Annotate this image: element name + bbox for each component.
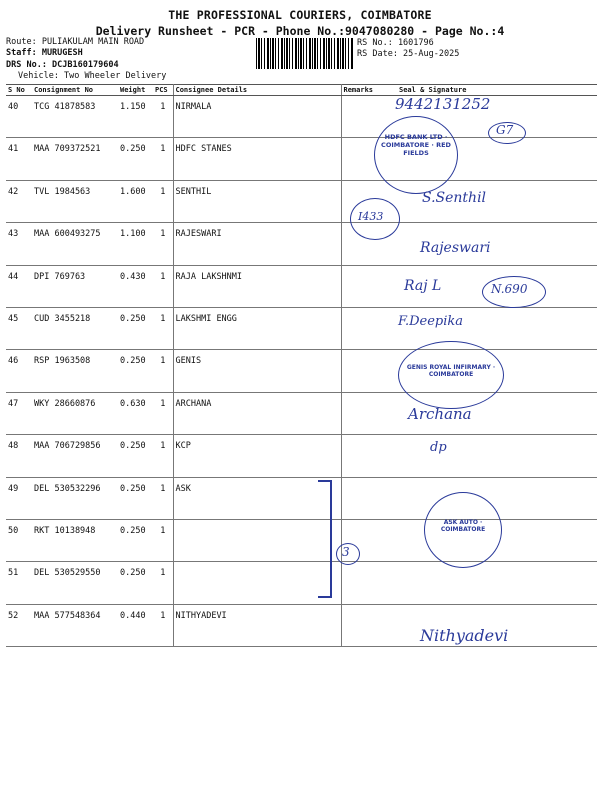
cell-consignment: MAA 706729856 — [32, 435, 118, 477]
cell-remarks — [341, 307, 371, 349]
page-subtitle: Delivery Runsheet - PCR - Phone No.:9047080280 - Page No.:4 — [95, 24, 505, 38]
table-row — [6, 223, 597, 265]
cell-pcs: 1 — [153, 96, 173, 138]
runsheet-table — [6, 84, 597, 647]
cell-sno: 47 — [6, 392, 32, 434]
cell-consignment: WKY 28660876 — [32, 392, 118, 434]
handwritten-note-41: G7 — [496, 123, 514, 137]
ask-stamp — [424, 492, 502, 568]
cell-weight: 0.250 — [118, 307, 153, 349]
cell-consignment: DPI 769763 — [32, 265, 118, 307]
table-row — [6, 307, 597, 349]
cell-consignment: MAA 577548364 — [32, 604, 118, 646]
handwritten-brace-note: 3 — [342, 545, 350, 559]
cell-consignee: GENIS — [173, 350, 341, 392]
cell-consignment: MAA 709372521 — [32, 138, 118, 180]
handwritten-phone: 9442131252 — [395, 95, 491, 113]
cell-sno: 44 — [6, 265, 32, 307]
cell-pcs: 1 — [153, 307, 173, 349]
cell-sno: 51 — [6, 562, 32, 604]
col-seal: Seal & Signature — [371, 85, 597, 96]
col-weight: Weight — [118, 85, 153, 96]
table-row — [6, 519, 597, 561]
cell-weight: 0.250 — [118, 138, 153, 180]
cell-sno: 41 — [6, 138, 32, 180]
cell-sno: 48 — [6, 435, 32, 477]
cell-consignee: ARCHANA — [173, 392, 341, 434]
hdfc-stamp-text: HDFC BANK LTD · COIMBATORE · RED FIELDS — [381, 133, 451, 157]
cell-remarks — [341, 392, 371, 434]
cell-remarks — [341, 350, 371, 392]
route-text: Route: PULIAKULAM MAIN ROAD — [6, 37, 145, 47]
handwritten-signature-47: Archana — [408, 405, 472, 423]
cell-weight: 0.250 — [118, 519, 153, 561]
table-row — [6, 604, 597, 646]
cell-weight: 1.600 — [118, 180, 153, 222]
cell-pcs: 1 — [153, 519, 173, 561]
cell-weight: 0.250 — [118, 350, 153, 392]
handwritten-note-43: I433 — [358, 210, 384, 223]
cell-consignee: HDFC STANES — [173, 138, 341, 180]
cell-sno: 40 — [6, 96, 32, 138]
barcode-icon — [256, 38, 354, 69]
cell-weight: 0.430 — [118, 265, 153, 307]
ink-brace-bottom — [318, 596, 331, 598]
cell-weight: 0.250 — [118, 477, 153, 519]
table-header-row — [6, 85, 597, 96]
cell-consignment: CUD 3455218 — [32, 307, 118, 349]
cell-sno: 50 — [6, 519, 32, 561]
ink-brace-line — [330, 480, 332, 598]
cell-seal — [371, 435, 597, 477]
cell-pcs: 1 — [153, 265, 173, 307]
table-row — [6, 435, 597, 477]
cell-consignee — [173, 562, 341, 604]
cell-consignment: RKT 10138948 — [32, 519, 118, 561]
table-row — [6, 180, 597, 222]
staff-text: Staff: MURUGESH — [6, 48, 83, 58]
cell-pcs: 1 — [153, 435, 173, 477]
cell-weight: 1.150 — [118, 96, 153, 138]
cell-sno: 52 — [6, 604, 32, 646]
cell-consignment: TCG 41878583 — [32, 96, 118, 138]
handwritten-signature-45: F.Deepika — [398, 314, 464, 329]
handwritten-note-44: N.690 — [491, 282, 528, 296]
cell-remarks — [341, 435, 371, 477]
ink-brace-top — [318, 480, 331, 482]
col-remarks: Remarks — [341, 85, 371, 96]
genis-stamp — [398, 341, 504, 409]
cell-consignee: NIRMALA — [173, 96, 341, 138]
hdfc-bank-stamp — [374, 116, 458, 194]
vehicle-text: Vehicle: Two Wheeler Delivery — [18, 71, 167, 81]
col-sno: S No — [6, 85, 32, 96]
cell-weight: 0.440 — [118, 604, 153, 646]
col-consignee: Consignee Details — [173, 85, 341, 96]
cell-consignment: TVL 1984563 — [32, 180, 118, 222]
cell-remarks — [341, 96, 371, 138]
cell-consignee: ASK — [173, 477, 341, 519]
cell-weight: 0.630 — [118, 392, 153, 434]
cell-sno: 45 — [6, 307, 32, 349]
cell-weight: 0.250 — [118, 435, 153, 477]
cell-sno: 49 — [6, 477, 32, 519]
cell-remarks — [341, 477, 371, 519]
cell-sno: 42 — [6, 180, 32, 222]
cell-sno: 46 — [6, 350, 32, 392]
rs-number: RS No.: 1601796 — [357, 38, 434, 48]
table-row — [6, 138, 597, 180]
cell-remarks — [341, 138, 371, 180]
cell-consignee: RAJESWARI — [173, 223, 341, 265]
cell-consignee: SENTHIL — [173, 180, 341, 222]
cell-consignment: DEL 530529550 — [32, 562, 118, 604]
cell-pcs: 1 — [153, 477, 173, 519]
table-row — [6, 350, 597, 392]
cell-consignee: LAKSHMI ENGG — [173, 307, 341, 349]
rs-date: RS Date: 25-Aug-2025 — [357, 49, 460, 59]
handwritten-signature-48: dp — [430, 440, 447, 455]
handwritten-signature-42: S.Senthil — [422, 190, 487, 206]
ask-stamp-text: ASK AUTO · COIMBATORE — [440, 519, 486, 533]
cell-remarks — [341, 562, 371, 604]
cell-remarks — [341, 604, 371, 646]
cell-consignee — [173, 519, 341, 561]
handwritten-signature-43: Rajeswari — [420, 240, 491, 256]
cell-consignee: RAJA LAKSHNMI — [173, 265, 341, 307]
cell-consignee: NITHYADEVI — [173, 604, 341, 646]
genis-stamp-text: GENIS ROYAL INFIRMARY · COIMBATORE — [406, 364, 496, 378]
cell-pcs: 1 — [153, 350, 173, 392]
cell-pcs: 1 — [153, 138, 173, 180]
table-row — [6, 562, 597, 604]
col-pcs: PCS — [153, 85, 173, 96]
cell-weight: 0.250 — [118, 562, 153, 604]
table-row — [6, 392, 597, 434]
cell-consignee: KCP — [173, 435, 341, 477]
cell-consignment: MAA 600493275 — [32, 223, 118, 265]
cell-weight: 1.100 — [118, 223, 153, 265]
drs-number: DRS No.: DCJB160179604 — [6, 60, 119, 70]
handwritten-signature-52: Nithyadevi — [420, 626, 509, 645]
cell-consignment: DEL 530532296 — [32, 477, 118, 519]
col-consignment: Consignment No — [32, 85, 118, 96]
handwritten-signature-44: Raj L — [404, 278, 442, 294]
cell-pcs: 1 — [153, 223, 173, 265]
table-row — [6, 477, 597, 519]
cell-consignment: RSP 1963508 — [32, 350, 118, 392]
page-title: THE PROFESSIONAL COURIERS, COIMBATORE — [168, 8, 432, 22]
cell-sno: 43 — [6, 223, 32, 265]
cell-remarks — [341, 265, 371, 307]
cell-pcs: 1 — [153, 604, 173, 646]
cell-pcs: 1 — [153, 562, 173, 604]
cell-pcs: 1 — [153, 180, 173, 222]
cell-pcs: 1 — [153, 392, 173, 434]
cell-seal — [371, 562, 597, 604]
